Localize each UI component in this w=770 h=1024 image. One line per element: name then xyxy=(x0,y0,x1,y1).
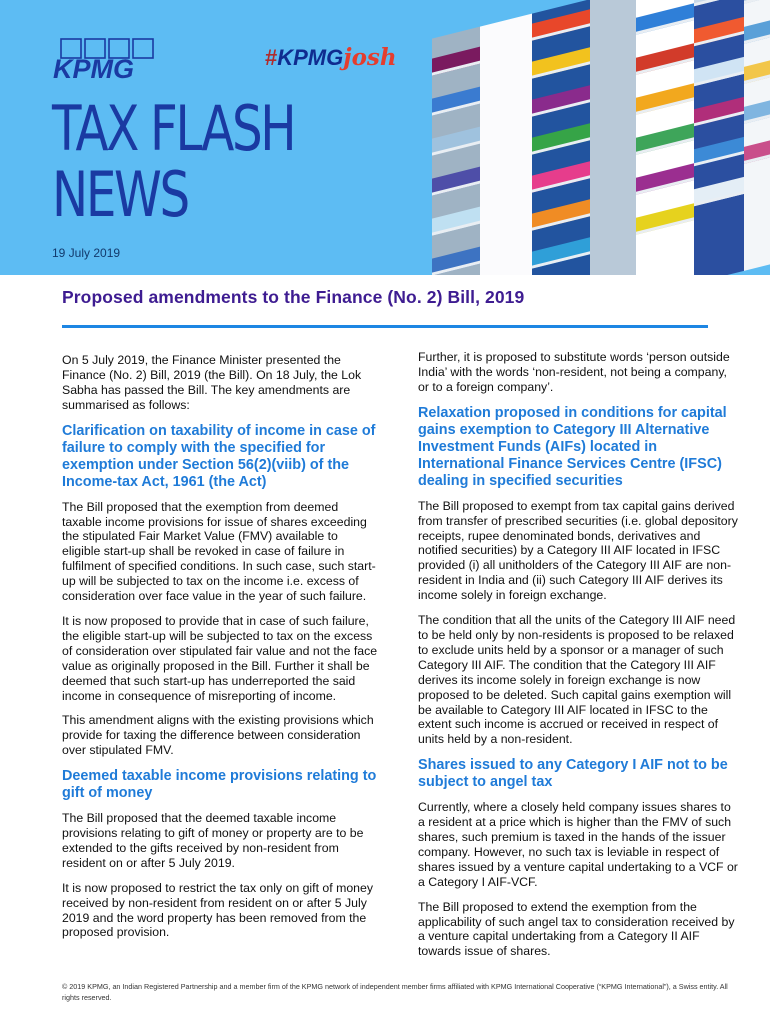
paragraph: Currently, where a closely held company issues shares to a resident at a price which is higher than the FMV of such shares, such premium is taxed in the hands of the issuer company. However, no such tax is leviable in respect of shares issued by a venture capital undertaking to a VCF or a Category I AIF-VCF. xyxy=(418,800,738,889)
issue-date: 19 July 2019 xyxy=(52,246,121,260)
paragraph: This amendment aligns with the existing provisions which provide for taxing the difference between consideration over stipulated FMV. xyxy=(62,713,374,758)
paragraph: The Bill proposed that the deemed taxable income provisions relating to gift of money or property are to be extended to the gifts received by non-resident from resident on or after 5 July 2019. xyxy=(62,811,364,870)
section-heading-clarification: Clarification on taxability of income in case of failure to comply with the specified for exemption under Section 56(2)(viib) of the Income-tax Act, 1961 (the Act) xyxy=(62,422,376,490)
left-column xyxy=(62,353,378,950)
title-line-2: NEWS xyxy=(52,158,188,231)
section-heading-gift-of-money: Deemed taxable income provisions relating to gift of money xyxy=(62,768,377,802)
josh-hash: # xyxy=(265,45,278,70)
paragraph: It is now proposed to restrict the tax only on gift of money received by non-resident from resident on or after 5 July 2019 and the word property has been removed from the proposed provision. xyxy=(62,880,373,940)
intro-paragraph: On 5 July 2019, the Finance Minister presented the Finance (No. 2) Bill, 2019 (the Bill). On 18 July, the Lok Sabha has passed the Bill. The key amendments are summarised as follows: xyxy=(62,353,362,412)
kpmg-logo xyxy=(52,38,164,82)
paragraph: The Bill proposed to exempt from tax capital gains derived from transfer of prescribed securities (i.e. global depository receipts, rupee denominated bonds, derivatives and notified securities) by a Category III AIF located in IFSC provided (i) all unitholders of the Category III AIF are non-resident in India and (ii) such Category III AIF derives its income solely in foreign exchange. xyxy=(418,498,738,603)
paragraph: Further, it is proposed to substitute words ‘person outside India’ with the words ‘non-resident, not being a company, or to a foreign company’. xyxy=(418,350,730,394)
paragraph: It is now proposed to provide that in case of such failure, the eligible start-up will be subjected to tax on the excess of consideration over stipulated fair value and not the face value as originally proposed in the Bill. Further it shall be deemed that such start-up has underreported the said income in consequence of misreporting of income. xyxy=(62,613,378,703)
copyright-footer: © 2019 KPMG, an Indian Registered Partnership and a member firm of the KPMG network of independent member firms affiliated with KPMG International Cooperative (“KPMG International”), a Swiss entity. All rights reserved. xyxy=(62,982,728,1002)
title-line-1: TAX FLASH xyxy=(52,92,295,165)
title-rule xyxy=(62,325,708,328)
building-photo xyxy=(432,0,770,275)
masthead xyxy=(0,0,770,275)
paragraph: The Bill proposed to extend the exemption from the applicability of such angel tax to consideration received by a venture capital undertaking from a Category II AIF towards issue of shares. xyxy=(418,899,735,959)
paragraph: The condition that all the units of the Category III AIF need to be held only by non-residents is proposed to be relaxed to exclude units held by a sponsor or a manager of such Category III AIF. The condition that the Category III AIF derives its income solely in foreign exchange is now proposed to be deleted. Such capital gains exemption will be available to Category III AIF located in IFSC to the extent such income is accrued or received in respect of units held by a non-resident. xyxy=(418,613,736,747)
josh-suffix: josh xyxy=(343,44,397,71)
josh-brand: KPMG xyxy=(277,45,344,70)
publication-title xyxy=(52,92,295,231)
kpmg-josh-logo xyxy=(265,44,397,71)
logo-text: KPMG xyxy=(53,54,134,82)
section-heading-category-iii-aif: Relaxation proposed in conditions for capital gains exemption to Category III Alternative Investment Funds (AIFs) located in International Finance Services Centre (IFSC) dealing in specified securities xyxy=(418,404,727,489)
paragraph: The Bill proposed that the exemption from deemed taxable income provisions for issue of shares exceeding the stipulated Fair Market Value (FMV) available to eligible start-up shall be revoked in case of failure in fulfilment of specified conditions. In such case, such start-up will be subjected to tax on the income i.e. excess of consideration over face value in the year of such failure. xyxy=(62,499,376,604)
right-column xyxy=(418,350,740,969)
section-heading-angel-tax: Shares issued to any Category I AIF not to be subject to angel tax xyxy=(418,757,728,791)
article-title: Proposed amendments to the Finance (No. 2) Bill, 2019 xyxy=(62,287,525,307)
